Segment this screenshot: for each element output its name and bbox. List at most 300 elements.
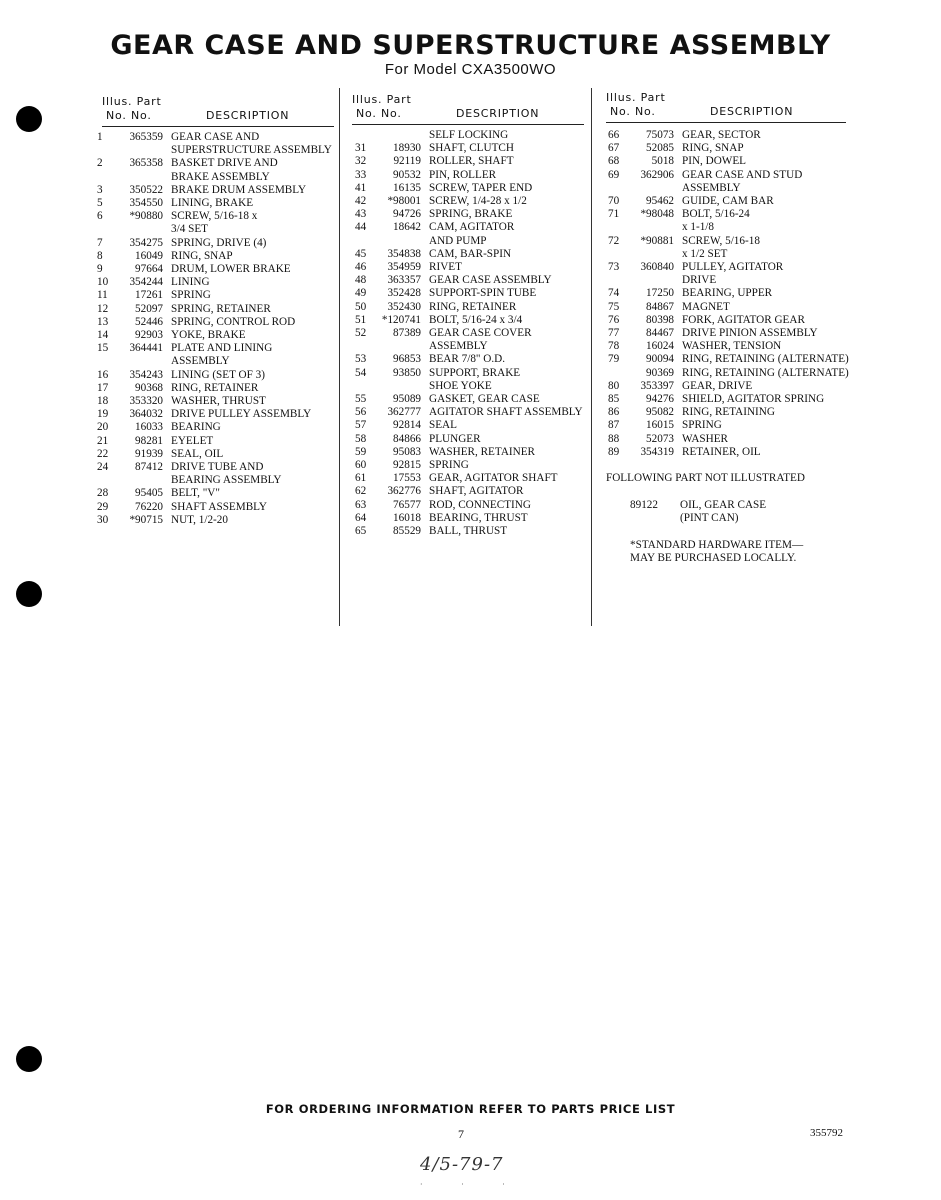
- table-row: [97, 501, 332, 514]
- illus-number: 14: [97, 329, 109, 342]
- table-row: [355, 287, 583, 300]
- table-row: [608, 340, 849, 353]
- part-number: [123, 223, 163, 236]
- illus-number: 17: [97, 381, 109, 394]
- part-number: 95462: [646, 195, 674, 208]
- part-number: 360840: [640, 261, 674, 274]
- part-number: 365359: [129, 131, 163, 143]
- model-subtitle: For Model CXA3500WO: [384, 61, 557, 78]
- table-row: [355, 472, 583, 485]
- table-row: [355, 512, 583, 525]
- table-row: [355, 393, 583, 406]
- part-description: GASKET, GEAR CASE: [429, 393, 540, 406]
- part-description: GEAR, SECTOR: [682, 129, 761, 141]
- part-number: 17261: [135, 289, 163, 302]
- document-number: 355792: [810, 1127, 843, 1139]
- illus-number: 51: [355, 313, 367, 326]
- illus-number: 76: [608, 313, 620, 326]
- illus-number: 8: [97, 249, 103, 262]
- illus-number: 44: [355, 221, 367, 234]
- part-description: SHOE YOKE: [429, 379, 492, 392]
- part-description: PLATE AND LINING: [171, 342, 273, 355]
- part-description: RING, SNAP: [682, 142, 744, 155]
- table-row: [97, 382, 332, 395]
- part-description: RING, RETAINER: [171, 381, 259, 394]
- table-row: [608, 353, 849, 366]
- part-number: 354319: [640, 445, 674, 458]
- illus-number: 54: [355, 366, 367, 379]
- part-number: 352428: [387, 287, 421, 300]
- part-description: NUT, 1/2-20: [171, 513, 228, 526]
- part-description: CAM, BAR-SPIN: [429, 247, 512, 260]
- table-row: [608, 208, 849, 221]
- illus-number: 20: [97, 421, 109, 434]
- part-number: 17250: [646, 287, 674, 300]
- part-description: WASHER: [682, 432, 728, 445]
- table-row: [608, 195, 849, 208]
- table-row: [97, 487, 332, 500]
- illus-number: 63: [355, 498, 367, 511]
- illus-number: [608, 248, 630, 261]
- illus-number: 66: [608, 129, 620, 141]
- parts-column-3: [608, 129, 849, 459]
- table-row: [97, 276, 332, 289]
- table-row: [355, 195, 583, 208]
- part-number: 90532: [393, 168, 421, 181]
- part-number: 354243: [129, 368, 163, 381]
- handwritten-date: 4/5-79-7: [420, 1154, 504, 1175]
- illus-number: 87: [608, 419, 620, 432]
- part-number: 5018: [651, 155, 674, 168]
- table-row: [97, 237, 332, 250]
- table-row: [97, 157, 332, 170]
- part-number: 94726: [393, 208, 421, 221]
- part-description: SCREW, 1/4-28 x 1/2: [429, 195, 527, 208]
- table-row: [97, 408, 332, 421]
- header-no-no: No. No.: [356, 107, 402, 120]
- part-description: GEAR, AGITATOR SHAFT: [429, 472, 558, 485]
- header-description: DESCRIPTION: [710, 105, 794, 118]
- part-number: 52085: [646, 142, 674, 155]
- part-description: SPRING: [429, 459, 469, 472]
- part-number: *90881: [640, 234, 674, 247]
- table-row: [608, 446, 849, 459]
- binder-hole-middle: [16, 581, 42, 607]
- table-row: [608, 393, 849, 406]
- table-row: [97, 171, 332, 184]
- illus-number: [97, 355, 123, 368]
- part-number: 92815: [393, 459, 421, 472]
- part-number: 94276: [646, 393, 674, 406]
- parts-column-2: [355, 129, 583, 538]
- part-description: BALL, THRUST: [429, 525, 508, 538]
- table-row: [97, 514, 332, 527]
- part-description: WASHER, TENSION: [682, 340, 782, 353]
- illus-number: 53: [355, 353, 367, 366]
- part-number: *90715: [129, 513, 163, 526]
- part-description: ASSEMBLY: [682, 181, 741, 194]
- table-row: [608, 419, 849, 432]
- part-number: 95405: [135, 487, 163, 500]
- illus-number: 50: [355, 300, 367, 313]
- part-number: 93850: [393, 366, 421, 379]
- table-row: [608, 380, 849, 393]
- part-number: 18930: [393, 142, 421, 155]
- part-description: BRAKE DRUM ASSEMBLY: [171, 183, 307, 196]
- part-number: *98001: [387, 195, 421, 208]
- part-number: 17553: [393, 472, 421, 485]
- part-description: BOLT, 5/16-24 x 3/4: [429, 313, 523, 326]
- illus-number: 71: [608, 208, 620, 221]
- part-description: SELF LOCKING: [429, 129, 509, 141]
- part-number: 354838: [387, 247, 421, 260]
- table-row: [97, 435, 332, 448]
- illus-number: 6: [97, 210, 103, 223]
- illus-number: [608, 221, 630, 234]
- illus-number: [608, 274, 630, 287]
- table-row: [608, 221, 849, 234]
- table-row: [608, 301, 849, 314]
- part-number: [630, 182, 674, 195]
- part-number: 84866: [393, 432, 421, 445]
- part-number: *98048: [640, 208, 674, 221]
- part-description: SPRING: [171, 289, 211, 302]
- table-row: [355, 433, 583, 446]
- parts-column-1: [97, 131, 332, 527]
- illus-number: 22: [97, 447, 109, 460]
- part-description: PIN, DOWEL: [682, 155, 747, 168]
- part-number: 92814: [393, 419, 421, 432]
- part-number: 87389: [393, 327, 421, 340]
- illus-number: [355, 129, 379, 142]
- part-description: SUPERSTRUCTURE ASSEMBLY: [171, 144, 332, 157]
- part-description: 3/4 SET: [171, 223, 208, 236]
- part-number: 362777: [387, 406, 421, 419]
- part-number: 84467: [646, 327, 674, 340]
- part-description: SHAFT, AGITATOR: [429, 485, 524, 498]
- table-row: [608, 261, 849, 274]
- illus-number: 60: [355, 459, 367, 472]
- part-description: DRIVE PULLEY ASSEMBLY: [171, 408, 312, 421]
- part-description: ASSEMBLY: [429, 340, 488, 353]
- table-row: [608, 433, 849, 446]
- illus-number: 30: [97, 513, 109, 526]
- part-description: SCREW, 5/16-18: [682, 234, 760, 247]
- illus-number: 12: [97, 302, 109, 315]
- part-number: *120741: [381, 313, 421, 326]
- table-row: [355, 182, 583, 195]
- table-row: [355, 327, 583, 340]
- table-row: [355, 459, 583, 472]
- table-row: [355, 485, 583, 498]
- part-number: 96853: [393, 353, 421, 366]
- part-description: WASHER, THRUST: [171, 395, 266, 408]
- table-row: [97, 421, 332, 434]
- part-number: [630, 274, 674, 287]
- table-row: [608, 169, 849, 182]
- table-row: [97, 395, 332, 408]
- part-description: DRIVE: [682, 274, 717, 287]
- part-description: BASKET DRIVE AND: [171, 157, 278, 170]
- table-row: [355, 367, 583, 380]
- illus-number: [355, 380, 379, 393]
- table-row: [97, 197, 332, 210]
- header-illus-part: Illus. Part: [102, 95, 162, 108]
- illus-number: 11: [97, 289, 108, 302]
- illus-number: 10: [97, 276, 109, 289]
- table-row: [355, 248, 583, 261]
- part-description: LINING, BRAKE: [171, 197, 254, 210]
- table-row: [97, 355, 332, 368]
- table-row: [97, 250, 332, 263]
- illus-number: 29: [97, 500, 109, 513]
- part-number: 52097: [135, 302, 163, 315]
- part-number: 352430: [387, 300, 421, 313]
- part-description: RING, RETAINING (ALTERNATE): [682, 353, 849, 366]
- part-description: SCREW, TAPER END: [429, 181, 533, 194]
- illus-number: 68: [608, 155, 620, 168]
- part-description: PIN, ROLLER: [429, 168, 497, 181]
- part-description: SHIELD, AGITATOR SPRING: [682, 393, 825, 406]
- page-title: GEAR CASE AND SUPERSTRUCTURE ASSEMBLY: [110, 30, 831, 61]
- illus-number: 79: [608, 353, 620, 366]
- illus-number: [608, 182, 630, 195]
- part-description: GEAR, DRIVE: [682, 379, 753, 392]
- part-description: SCREW, 5/16-18 x: [171, 210, 258, 223]
- illus-number: [355, 340, 379, 353]
- illus-number: 72: [608, 234, 620, 247]
- part-description: RING, RETAINING (ALTERNATE): [682, 366, 849, 379]
- part-description: BRAKE ASSEMBLY: [171, 170, 270, 183]
- illus-number: 1: [97, 131, 103, 143]
- table-row: [97, 144, 332, 157]
- part-number: 85529: [393, 525, 421, 538]
- table-row: [97, 342, 332, 355]
- illus-number: 43: [355, 208, 367, 221]
- part-description: SPRING, RETAINER: [171, 302, 271, 315]
- table-row: [608, 406, 849, 419]
- table-row: [97, 289, 332, 302]
- part-number: 90094: [646, 353, 674, 366]
- table-row: [355, 169, 583, 182]
- table-row: [355, 142, 583, 155]
- part-number: 16024: [646, 340, 674, 353]
- illus-number: [608, 367, 630, 380]
- illus-number: 85: [608, 393, 620, 406]
- part-number: 364441: [129, 342, 163, 355]
- part-description: RING, RETAINING: [682, 406, 775, 419]
- table-row: [97, 210, 332, 223]
- part-description: LINING: [171, 276, 210, 289]
- part-number: [379, 380, 421, 393]
- not-illustrated-description: OIL, GEAR CASE: [680, 499, 767, 511]
- part-number: [123, 474, 163, 487]
- part-description: ROD, CONNECTING: [429, 498, 531, 511]
- part-description: BEAR 7/8" O.D.: [429, 353, 506, 366]
- part-description: DRIVE TUBE AND: [171, 461, 264, 474]
- illus-number: 3: [97, 183, 103, 196]
- table-row: [608, 235, 849, 248]
- illus-number: 55: [355, 393, 367, 406]
- table-row: [355, 261, 583, 274]
- table-row: [355, 406, 583, 419]
- illus-number: 21: [97, 434, 109, 447]
- illus-number: 9: [97, 263, 103, 276]
- part-number: 76220: [135, 500, 163, 513]
- part-number: 18642: [393, 221, 421, 234]
- part-description: GEAR CASE AND STUD: [682, 168, 803, 181]
- part-number: 91939: [135, 447, 163, 460]
- part-number: 95082: [646, 406, 674, 419]
- illus-number: [97, 171, 123, 184]
- part-description: GEAR CASE ASSEMBLY: [429, 274, 552, 287]
- table-row: [355, 221, 583, 234]
- part-number: 75073: [646, 129, 674, 141]
- part-number: [123, 144, 163, 157]
- part-description: RETAINER, OIL: [682, 445, 761, 458]
- header-description: DESCRIPTION: [206, 109, 290, 122]
- part-number: 363357: [387, 274, 421, 287]
- column-divider-1: [339, 88, 340, 626]
- illus-number: 52: [355, 327, 367, 340]
- illus-number: 77: [608, 327, 620, 340]
- table-row: [97, 303, 332, 316]
- part-number: 364032: [129, 408, 163, 421]
- illus-number: 67: [608, 142, 620, 155]
- part-number: 16033: [135, 421, 163, 434]
- part-number: 87412: [135, 461, 163, 474]
- part-description: x 1-1/8: [682, 221, 715, 234]
- table-row: [355, 155, 583, 168]
- table-row: [608, 142, 849, 155]
- table-row: [97, 131, 332, 144]
- part-number: [379, 340, 421, 353]
- illus-number: 45: [355, 247, 367, 260]
- illus-number: 16: [97, 368, 109, 381]
- illus-number: [355, 235, 379, 248]
- binder-hole-top: [16, 106, 42, 132]
- part-description: PLUNGER: [429, 432, 481, 445]
- part-number: *90880: [129, 210, 163, 223]
- illus-number: 78: [608, 340, 620, 353]
- illus-number: [97, 223, 123, 236]
- part-description: CAM, AGITATOR: [429, 221, 515, 234]
- part-description: RING, RETAINER: [429, 300, 517, 313]
- illus-number: 24: [97, 461, 109, 474]
- illus-number: 7: [97, 236, 103, 249]
- table-row: [97, 223, 332, 236]
- illus-number: 69: [608, 168, 620, 181]
- header-no-no: No. No.: [106, 109, 152, 122]
- table-row: [608, 274, 849, 287]
- column-header-3: [606, 91, 856, 119]
- illus-number: 62: [355, 485, 367, 498]
- part-description: DRIVE PINION ASSEMBLY: [682, 327, 818, 340]
- part-description: AND PUMP: [429, 234, 487, 247]
- part-description: ASSEMBLY: [171, 355, 230, 368]
- part-number: 97664: [135, 263, 163, 276]
- part-number: 76577: [393, 498, 421, 511]
- part-number: 365358: [129, 157, 163, 170]
- part-number: 84867: [646, 300, 674, 313]
- part-number: 98281: [135, 434, 163, 447]
- part-description: FORK, AGITATOR GEAR: [682, 313, 805, 326]
- part-description: BEARING, UPPER: [682, 287, 773, 300]
- not-illustrated-part-number: 89122: [630, 499, 658, 511]
- table-row: [608, 287, 849, 300]
- table-row: [355, 208, 583, 221]
- illus-number: 19: [97, 408, 109, 421]
- part-description: AGITATOR SHAFT ASSEMBLY: [429, 406, 583, 419]
- part-number: 354550: [129, 197, 163, 210]
- hardware-note-line-2: MAY BE PURCHASED LOCALLY.: [630, 552, 797, 564]
- part-number: 362776: [387, 485, 421, 498]
- part-description: SUPPORT-SPIN TUBE: [429, 287, 537, 300]
- part-description: SHAFT, CLUTCH: [429, 142, 514, 155]
- part-description: BOLT, 5/16-24: [682, 208, 750, 221]
- part-description: RING, SNAP: [171, 249, 233, 262]
- table-row: [608, 129, 849, 142]
- column-divider-2: [591, 88, 592, 626]
- part-description: YOKE, BRAKE: [171, 329, 246, 342]
- table-row: [355, 525, 583, 538]
- part-number: 52073: [646, 432, 674, 445]
- part-number: 92119: [393, 155, 421, 168]
- table-row: [97, 448, 332, 461]
- table-row: [355, 380, 583, 393]
- illus-number: 65: [355, 525, 367, 538]
- illus-number: 15: [97, 342, 109, 355]
- part-description: GEAR CASE AND: [171, 131, 260, 143]
- illus-number: 42: [355, 195, 367, 208]
- part-number: 52446: [135, 315, 163, 328]
- illus-number: 18: [97, 395, 109, 408]
- part-description: SPRING, CONTROL ROD: [171, 315, 296, 328]
- table-row: [97, 184, 332, 197]
- header-illus-part: Illus. Part: [352, 93, 412, 106]
- illus-number: 32: [355, 155, 367, 168]
- part-number: [379, 129, 421, 142]
- part-description: SUPPORT, BRAKE: [429, 366, 521, 379]
- table-row: [355, 419, 583, 432]
- table-row: [97, 329, 332, 342]
- part-number: 90368: [135, 381, 163, 394]
- illus-number: 58: [355, 432, 367, 445]
- column-header-1: [102, 95, 342, 123]
- table-row: [608, 327, 849, 340]
- part-description: BEARING, THRUST: [429, 511, 528, 524]
- part-description: RIVET: [429, 261, 462, 274]
- part-description: LINING (SET OF 3): [171, 368, 265, 381]
- illus-number: [97, 474, 123, 487]
- not-illustrated-description-2: (PINT CAN): [680, 512, 739, 524]
- illus-number: 88: [608, 432, 620, 445]
- binder-hole-bottom: [16, 1046, 42, 1072]
- part-number: [379, 235, 421, 248]
- table-row: [608, 367, 849, 380]
- part-number: 16015: [646, 419, 674, 432]
- illus-number: 75: [608, 300, 620, 313]
- header-no-no: No. No.: [610, 105, 656, 118]
- illus-number: 2: [97, 157, 103, 170]
- part-number: [123, 355, 163, 368]
- part-description: EYELET: [171, 434, 214, 447]
- table-row: [608, 248, 849, 261]
- ordering-info: FOR ORDERING INFORMATION REFER TO PARTS PRICE LIST: [265, 1102, 676, 1116]
- table-row: [608, 182, 849, 195]
- part-number: 353320: [129, 395, 163, 408]
- part-description: SHAFT ASSEMBLY: [171, 500, 267, 513]
